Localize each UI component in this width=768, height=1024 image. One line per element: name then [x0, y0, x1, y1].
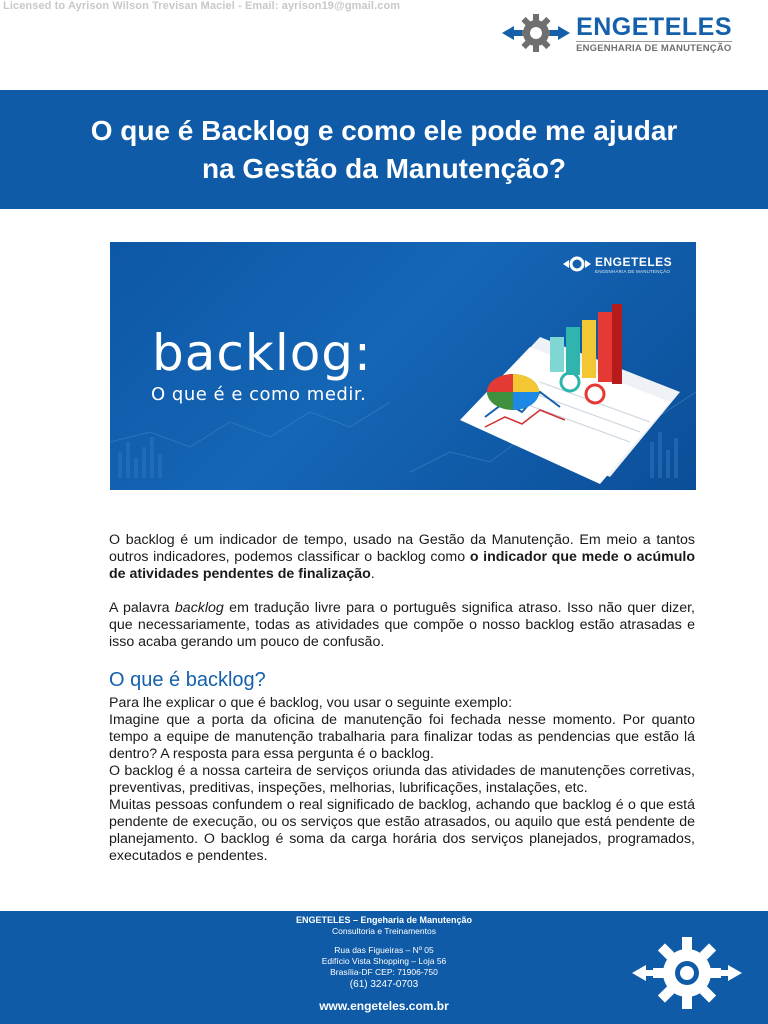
footer-gear-arrows-icon [632, 931, 742, 1015]
company-logo [500, 10, 732, 56]
footer-website-link[interactable]: www.engeteles.com.br [319, 999, 449, 1013]
page-title: O que é Backlog e como ele pode me ajudar na Gestão da Manutenção? [90, 114, 678, 184]
logo-subtitle: ENGENHARIA DE MANUTENÇÃO [576, 42, 732, 54]
footer-address-city: Brasília-DF CEP: 71906-750 [330, 967, 438, 977]
hero-banner [110, 242, 696, 490]
footer-address-street: Rua das Figueiras – Nº 05 [334, 945, 434, 955]
footer-company: ENGETELES – Engeharia de Manutenção [295, 915, 473, 925]
paragraph-meaning: A palavra backlog em tradução livre para o português significa atraso. Isso não quer dizer, que necessariamente, todas as atividades que compõe o nosso backlog estão atrasadas e isso acaba gerando um pouco de confusão. [109, 600, 695, 650]
banner-logo-sub: ENGENHARIA DE MANUTENÇÃO [595, 268, 671, 274]
paragraph-intro: O backlog é um indicador de tempo, usado na Gestão da Manutenção. Em meio a tantos outros indicadores, podemos classificar o backlog como o indicador que mede o acúmulo de atividades pendentes de finalização. [109, 532, 696, 582]
paragraph-example-intro: Para lhe explicar o que é backlog, vou usar o seguinte exemplo: [109, 695, 513, 711]
footer-services: Consultoria e Treinamentos [332, 926, 436, 936]
title-band [0, 90, 768, 209]
banner-word: backlog: [152, 324, 372, 382]
logo-name: ENGETELES [576, 12, 732, 41]
footer-address-building: Edifício Vista Shopping – Loja 56 [321, 956, 447, 966]
license-watermark: Licensed to Ayrison Wilson Trevisan Maciel - Email: ayrison19@gmail.com [3, 0, 401, 12]
paragraph-confusion: Muitas pessoas confundem o real significado de backlog, achando que backlog é o que está pendente de execução, ou os serviços que estão atrasados, ou aquilo que está pendente de planejamento. O backlog é soma da carga horária dos serviços planejados, programados, executados e pendentes. [109, 797, 695, 864]
banner-logo [562, 254, 672, 274]
gear-arrows-icon [500, 10, 572, 56]
footer-phone: (61) 3247-0703 [349, 979, 419, 990]
article-body [109, 532, 695, 865]
section-heading: O que é backlog? [109, 669, 266, 691]
paragraph-portfolio: O backlog é a nossa carteira de serviços oriunda das atividades de manutenções corretivas, preventivas, preditivas, inspeções, melhorias, lubrificações, instalações, etc. [109, 763, 695, 796]
italic-term: backlog [174, 600, 224, 616]
page-footer [0, 911, 768, 1024]
banner-logo-name: ENGETELES [595, 254, 673, 269]
bold-definition: o indicador que mede o acúmulo de atividades pendentes de finalização [109, 549, 696, 582]
banner-tagline: O que é e como medir. [151, 384, 367, 405]
banner-gear-icon [562, 254, 592, 274]
paragraph-example: Imagine que a porta da oficina de manutenção foi fechada nesse momento. Por quanto tempo a equipe de manutenção trabalharia para finalizar todas as pendencias que estão lá dentro? A resposta para essa pergunta é o backlog. [109, 712, 695, 762]
